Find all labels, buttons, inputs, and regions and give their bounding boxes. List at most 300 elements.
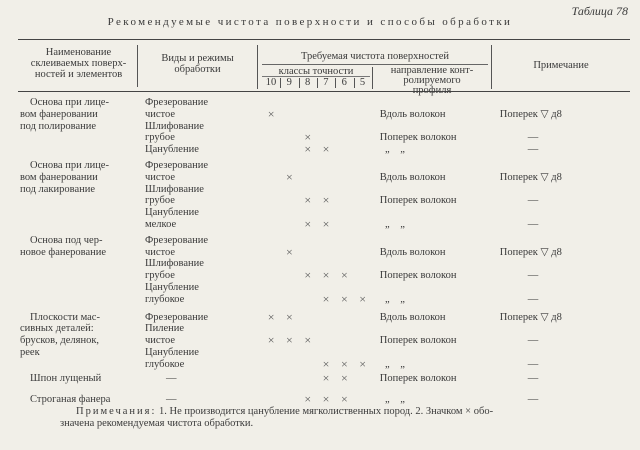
spacer [372,394,380,406]
profile-direction [380,184,490,196]
class-cell [317,323,335,335]
mark-x-icon: × [304,333,312,348]
note: — [527,335,539,347]
table-body [0,97,640,406]
class-cell [299,282,317,294]
class-cell [353,97,371,109]
table-row [0,291,640,306]
spacer [372,121,380,133]
profile-direction: „ „ [379,293,405,305]
class-cell [317,312,335,324]
table-row [0,97,640,109]
class-cell [280,219,298,231]
spacer [372,207,380,219]
spacer [372,373,380,385]
profile-direction: Вдоль волокон [379,108,446,120]
class-cell [335,184,353,196]
class-cell [262,160,280,172]
class-number: 8 [304,77,311,88]
class-cell [280,394,298,406]
header-text: профиля [412,85,452,96]
table-title: Рекомендуемые чистота поверхности и способы обработки [107,16,513,28]
class-cell [353,195,371,207]
class-cell [335,312,353,324]
table-row [0,244,640,259]
surface-name: брусков, делянок, [20,335,100,347]
mark-x-icon: × [359,356,367,371]
profile-direction [380,207,490,219]
class-cell [353,335,371,347]
class-cell [280,373,298,385]
class-cell [280,347,298,359]
surface-name: под лакирование [20,183,96,195]
mark-x-icon: × [322,268,330,283]
spacer [372,294,380,306]
class-cell [317,335,335,347]
class-cell [317,247,335,259]
class-cell [262,258,280,270]
surface-name: под полирование [20,120,97,132]
process: мелкое [145,218,177,230]
note: — [527,358,539,370]
class-cell [317,109,335,121]
spacer [372,323,380,335]
table-row [0,235,640,247]
profile-direction: Вдоль волокон [379,311,446,323]
class-cell [280,359,298,371]
profile-direction: Поперек волокон [379,195,457,207]
class-cell [353,235,371,247]
table-row [0,121,640,133]
process: Пиление [145,323,185,335]
class-cell [280,97,298,109]
surface-name: вом фанеровании [20,108,98,120]
note: Поперек ▽ д8 [499,171,562,183]
class-number: 6 [341,77,347,88]
class-cell [299,347,317,359]
profile-direction [380,347,490,359]
spacer [372,258,380,270]
mark-x-icon: × [304,193,312,208]
profile-direction [380,323,490,335]
class-cell [299,312,317,324]
note: — [527,270,539,282]
process: Шлифование [145,120,204,132]
table-row [0,347,640,359]
mark-x-icon: × [340,356,348,371]
spacer [372,270,380,282]
divider [372,67,373,89]
class-cell [280,195,298,207]
surface-name [0,207,143,219]
mark-x-icon: × [322,216,330,231]
class-cell [335,323,353,335]
class-cell [262,121,280,133]
header-process [138,53,257,75]
class-cell [262,132,280,144]
note: — [527,372,539,384]
process: глубокое [145,358,185,370]
mark-x-icon: × [359,291,367,306]
class-cell [317,160,335,172]
profile-direction: „ „ [379,218,405,230]
surface-name [0,294,143,306]
class-cell [353,312,371,324]
class-cell [262,347,280,359]
class-cell [262,207,280,219]
note [490,184,640,196]
spacer [372,144,380,156]
surface-name [0,359,143,371]
class-cell [299,97,317,109]
header-text: ролируемого [403,75,461,86]
header-classes: классы точности [278,66,354,77]
spacer [372,247,380,259]
notes-label: Примечания: [76,406,157,417]
header-required: Требуемая чистота поверхностей [300,51,450,62]
header-name [20,47,137,80]
class-cell [262,247,280,259]
process: грубое [145,195,175,207]
table-row [0,370,640,385]
class-cell [280,121,298,133]
table-row [0,282,640,294]
surface-name [0,270,143,282]
spacer [372,347,380,359]
class-cell [262,282,280,294]
surface-name: Плоскости мас- [30,311,100,323]
class-cell [353,373,371,385]
class-cell [353,219,371,231]
profile-direction: „ „ [379,358,405,370]
divider [257,45,258,89]
class-cell [335,207,353,219]
table-row [0,169,640,184]
mark-x-icon: × [304,392,312,407]
class-cell [299,235,317,247]
table-row-group [0,235,640,306]
class-cell [262,270,280,282]
class-number: 10 [265,77,277,88]
note [490,121,640,133]
header-note: Примечание [533,60,589,71]
class-cell [262,144,280,156]
class-cell [353,184,371,196]
class-cell [353,270,371,282]
mark-x-icon: × [322,392,330,407]
class-cell [335,121,353,133]
note [490,160,640,172]
profile-direction: Вдоль волокон [379,171,446,183]
class-cell [353,258,371,270]
class-number: 7 [323,77,329,88]
profile-direction: „ „ [379,394,405,406]
class-cell [280,258,298,270]
header-text: склеиваемых поверх- [30,58,127,69]
spacer [372,184,380,196]
profile-direction: Поперек волокон [379,372,457,384]
profile-direction [380,282,490,294]
note [490,207,640,219]
note [490,235,640,247]
note [490,323,640,335]
profile-direction [380,97,490,109]
class-cell [299,359,317,371]
table-row-group [0,394,640,406]
class-cell [335,97,353,109]
process: грубое [145,270,175,282]
class-cell [317,97,335,109]
profile-direction: „ „ [379,144,405,156]
class-cell [299,373,317,385]
class-cell [280,184,298,196]
header-direction [374,66,490,96]
class-cell [335,109,353,121]
mark-x-icon: × [340,291,348,306]
process: глубокое [145,293,185,305]
mark-x-icon: × [286,169,293,184]
class-cell [299,109,317,121]
surface-name: Основа при лице- [30,97,109,108]
mark-x-icon: × [286,309,293,324]
class-cell [335,144,353,156]
surface-name: Основа при лице- [30,159,109,171]
table-row-group [0,160,640,231]
class-cell [280,282,298,294]
process: Цанубление [145,281,199,293]
table-row [0,207,640,219]
note-text: значена рекомендуемая чистота обработки. [60,418,254,429]
class-cell [280,207,298,219]
class-cell [317,121,335,133]
note: — [527,144,539,156]
spacer [372,359,380,371]
table-row-group [0,97,640,156]
process: чистое [145,108,176,120]
class-cell [335,195,353,207]
table-row [0,394,640,406]
mark-x-icon: × [322,370,330,385]
table-notes [60,406,620,430]
class-cell [353,323,371,335]
class-cell [262,359,280,371]
header-text: Наименование [45,47,112,58]
profile-direction [380,235,490,247]
class-divider [299,78,300,88]
class-cell [353,144,371,156]
table-row-group [0,370,640,385]
class-cell [335,132,353,144]
class-cell [335,235,353,247]
process: Цанубление [145,144,199,156]
surface-name [0,282,143,294]
class-cell [280,109,298,121]
class-cell [353,132,371,144]
class-cell [353,160,371,172]
class-cell [299,247,317,259]
mark-x-icon: × [304,216,312,231]
note [490,347,640,359]
table-row [0,144,640,156]
mark-x-icon: × [322,142,330,157]
note: — [527,132,539,144]
class-cell [335,160,353,172]
process: Фрезерование [145,234,209,246]
class-cell [299,294,317,306]
profile-direction: Поперек волокон [379,132,457,144]
surface-name: новое фанерование [20,246,107,258]
spacer [372,235,380,247]
mark-x-icon: × [340,268,348,283]
mark-x-icon: × [322,291,330,306]
table-row [0,356,640,371]
header-text: Виды и режимы [161,53,234,64]
note: — [527,293,539,305]
spacer [372,195,380,207]
profile-direction [380,160,490,172]
class-divider [354,78,355,88]
class-cell [353,121,371,133]
spacer [372,132,380,144]
table-row [0,216,640,231]
class-cell [353,247,371,259]
surface-name: Строганая фанера [30,394,111,406]
surface-name [0,258,143,270]
header-bottom-rule [18,91,630,92]
table-row [0,309,640,324]
mark-x-icon: × [340,392,348,407]
mark-x-icon: × [267,309,275,324]
table-row [0,160,640,172]
surface-name [0,144,143,156]
class-cell [353,172,371,184]
class-cell [262,172,280,184]
class-cell [262,195,280,207]
spacer [372,282,380,294]
mark-x-icon: × [267,333,275,348]
process: Фрезерование [145,97,209,108]
header-text: ностей и элементов [34,69,123,80]
surface-name: Основа под чер- [30,234,103,246]
class-cell [299,172,317,184]
class-cell [280,270,298,282]
surface-name: Шпон лущеный [30,372,102,384]
class-cell [262,294,280,306]
class-cell [335,335,353,347]
note [490,282,640,294]
header-text: направление конт- [390,65,474,76]
class-cell [262,184,280,196]
process: Цанубление [145,346,199,358]
mark-x-icon: × [304,268,312,283]
note: Поперек ▽ д8 [499,311,562,323]
class-cell [280,132,298,144]
class-cell [262,394,280,406]
spacer [372,219,380,231]
table-number: Таблица 78 [571,4,628,18]
note-text: 1. Не производится цанубление мягколиственных пород. 2. Значком × обо- [159,406,494,417]
table-row [0,195,640,207]
class-cell [280,144,298,156]
note: Поперек ▽ д8 [499,246,562,258]
class-cell [335,219,353,231]
class-number: 9 [286,77,292,88]
class-cell [262,219,280,231]
table-row [0,106,640,121]
process: чистое [145,246,176,258]
note [490,258,640,270]
note [490,97,640,109]
class-divider [280,78,281,88]
class-cell [335,172,353,184]
spacer [372,97,380,109]
mark-x-icon: × [304,130,312,145]
process: Шлифование [145,183,204,195]
mark-x-icon: × [340,370,348,385]
process: — [145,372,177,384]
note: — [527,218,539,230]
spacer [372,160,380,172]
note: Поперек ▽ д8 [499,108,562,120]
process: Шлифование [145,258,204,270]
header-top-rule [18,39,630,40]
spacer [372,172,380,184]
class-cell [280,294,298,306]
mark-x-icon: × [322,356,330,371]
profile-direction: Поперек волокон [379,270,457,282]
table-row-group [0,309,640,371]
class-cell [353,394,371,406]
class-cell [299,160,317,172]
class-divider [335,78,336,88]
spacer [372,109,380,121]
class-cell [335,247,353,259]
mark-x-icon: × [286,333,293,348]
process: грубое [145,132,175,144]
profile-direction: Поперек волокон [379,335,457,347]
process: Фрезерование [145,159,209,171]
mark-x-icon: × [267,106,275,121]
class-number: 5 [359,77,366,88]
mark-x-icon: × [304,142,312,157]
process: — [145,394,177,406]
class-cell [353,109,371,121]
class-cell [353,207,371,219]
profile-direction [380,258,490,270]
class-cell [317,235,335,247]
surface-name: вом фанеровании [20,171,98,183]
surface-name [0,195,143,207]
process: Цанубление [145,207,199,219]
process: Фрезерование [145,311,209,323]
spacer [372,312,380,324]
class-cell [262,373,280,385]
class-cell [262,235,280,247]
table-row [0,184,640,196]
header-text: обработки [174,64,221,75]
class-cell [317,172,335,184]
mark-x-icon: × [322,193,330,208]
profile-direction: Вдоль волокон [379,246,446,258]
process: чистое [145,171,176,183]
table-row [0,258,640,270]
class-divider [317,78,318,88]
surface-name: сивных деталей: [20,323,94,335]
process: чистое [145,335,176,347]
spacer [372,335,380,347]
table-row [0,323,640,335]
table-row [0,335,640,347]
